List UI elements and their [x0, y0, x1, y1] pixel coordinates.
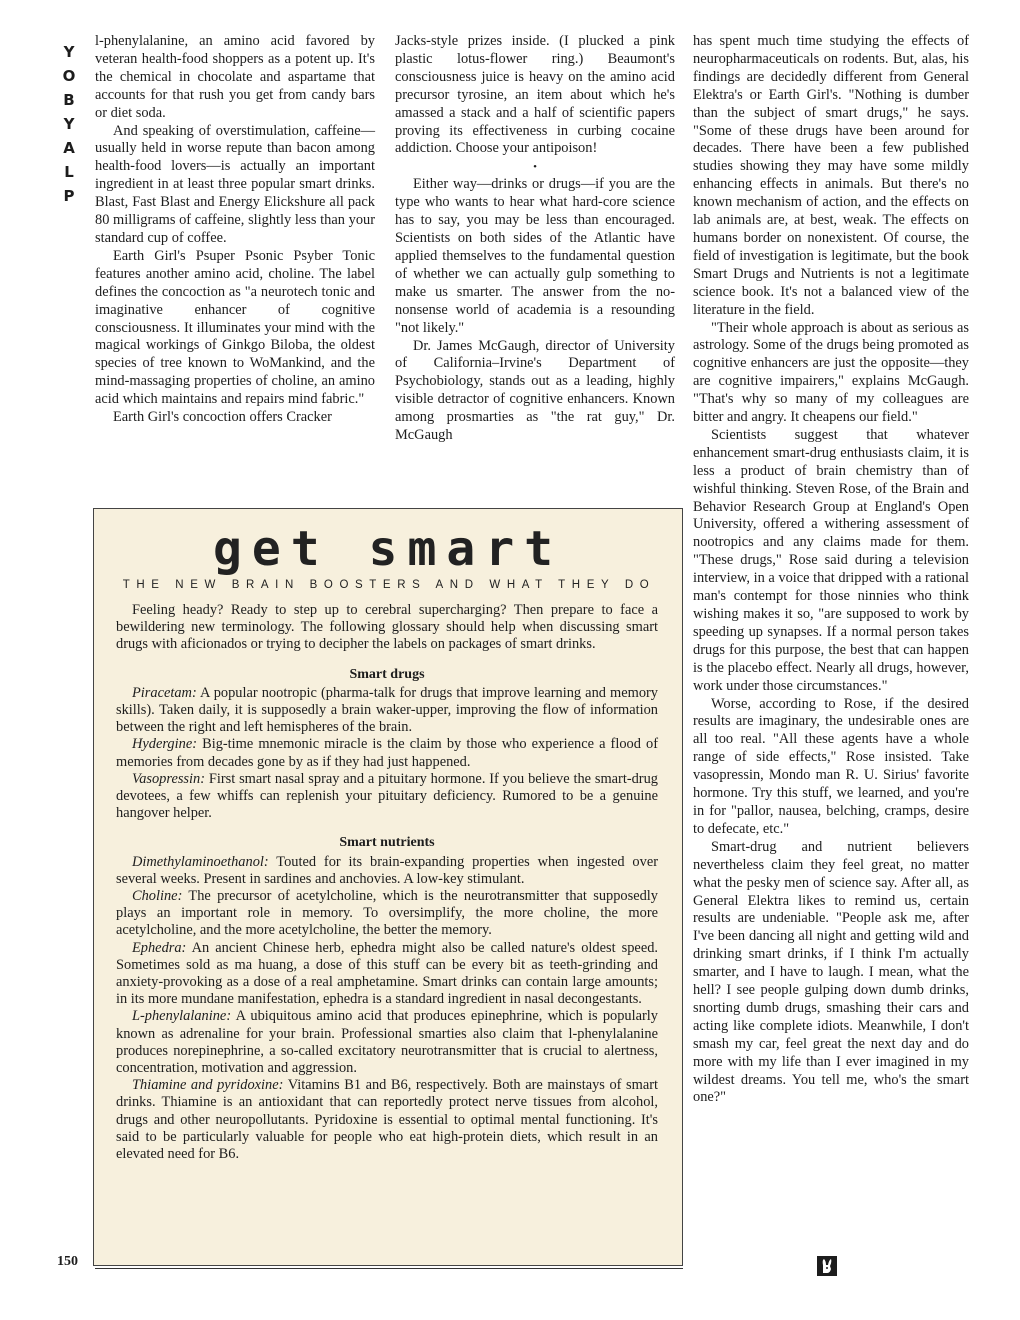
logo-letter: B	[63, 91, 75, 109]
sidebar-subtitle: THE NEW BRAIN BOOSTERS AND WHAT THEY DO	[122, 579, 656, 591]
glossary-definition: Big-time mnemonic miracle is the claim by those who experience a flood of memories from decades gone by as if they had just happened.	[116, 736, 658, 770]
glossary-entry	[116, 1077, 658, 1163]
logo-letter: L	[64, 163, 74, 181]
glossary-definition: An ancient Chinese herb, ephedra might also be called nature's oldest speed. Sometimes sold as ma huang, a dose of this stuff can be every bit as teeth-grinding and anxiety-provoking as a dose of a real amphetamine. Smart drinks can contain large amounts; in its more mundane manifestation, ephedra is a standard ingredient in nasal decongestants.	[116, 939, 658, 1008]
paragraph: Either way—drinks or drugs—if you are the type who wants to hear what hard-core science has to say, you may be less than encouraged. Scientists on both sides of the Atlantic have applied themselves to the fundamental question of whether we can actually gulp something to make us smarter. The answer from the no-nonsense world of academia is a resounding "not likely."	[395, 176, 675, 336]
paragraph: "Their whole approach is about as serious as astrology. Some of the drugs being promoted as cognitive enhancers are just the opposite—they are cognitive impairers," explains McGaugh. "That's why so many of my colleagues are bitter and angry. It cheapens our field."	[693, 319, 969, 426]
sidebar-intro: Feeling heady? Ready to step up to cerebral supercharging? Then prepare to face a bewildering new terminology. The following glossary should help when discussing smart drugs with aficionados or trying to decipher the labels on packages of smart drinks.	[116, 602, 658, 653]
logo-letter: P	[63, 187, 75, 205]
paragraph: has spent much time studying the effects of neuropharmaceuticals on rodents. But, alas, his findings are decidedly different from General Elektra's or Earth Girl's. "Nothing is dumber than the subject of smart drugs," he says. "Some of these drugs have been around for decades. There have been a few published studies showing they may have some mildly enhancing effects in animals. But there's no known mechanism of action, and the effects on lab animals are, at best, weak. The effects on humans border on nonexistent. Of course, the field of investigation is legitimate, but the book Smart Drugs and Nutrients is not a legitimate science book. It's not a balanced view of the literature in the field.	[693, 33, 969, 318]
page-number: 150	[57, 1254, 78, 1269]
glossary-definition: First smart nasal spray and a pituitary hormone. If you believe the smart-drug devotees, a few whiffs can replenish your pituitary deficiency. Rumored to be a genuine hangover helper.	[116, 770, 658, 822]
glossary-definition: The precursor of acetylcholine, which is the neurotransmitter that supposedly plays an important role in memory. To oversimplify, the more choline, the more acetylcholine, and the more acetylcholine, the better the memory.	[116, 888, 658, 939]
paragraph: And speaking of overstimulation, caffeine—usually held in worse repute than bacon among health-food lovers—is actually an important ingredient in at least three popular smart drinks. Blast, Fast Blast and Energy Elickshure all pack 80 milligrams of caffeine, slightly less than your standard cup of coffee.	[95, 122, 375, 246]
vertical-magazine-logo	[58, 40, 80, 208]
sidebar-title: get smart	[212, 521, 564, 577]
article-column-2	[395, 33, 675, 445]
glossary-term: Piracetam:	[132, 684, 197, 701]
smart-nutrients-heading: Smart nutrients	[339, 835, 435, 851]
glossary-term: L-phenylalanine:	[132, 1008, 232, 1025]
paragraph: l-phenylalanine, an amino acid favored by veteran health-food shoppers as a potent up. It's the chemical in chocolate and aspartame that accounts for that rush you get from candy bars or diet soda.	[95, 33, 375, 121]
glossary-term: Hydergine:	[132, 736, 197, 753]
glossary-term: Dimethylaminoethanol:	[132, 853, 269, 870]
glossary-definition: Touted for its brain-expanding properties when ingested over several weeks. Present in sardines and anchovies. A low-key stimulant.	[116, 853, 658, 887]
glossary-definition: A popular nootropic (pharma-talk for drugs that improve learning and memory skills). Taken daily, it is supposedly a brain waker-upper, improving the flow of information between the right and left hemispheres of the brain.	[116, 684, 658, 736]
logo-letter: A	[63, 139, 75, 157]
glossary-term: Choline:	[132, 888, 183, 905]
article-column-3	[693, 33, 969, 1107]
glossary-entry	[116, 1008, 658, 1077]
glossary-entry	[116, 685, 658, 737]
paragraph: Smart-drug and nutrient believers nevertheless claim they feel great, no matter what the pesky men of science say. After all, as General Elektra likes to remind us, certain results are undeniable. "People ask me, after I've been dancing all night and getting wild and drinking smart drinks, if I think I'm actually smarter, and I have to laugh. I mean, what the hell? I see people gulping down dumb drinks, snorting dumb drugs, smashing their cars and acting like complete idiots. Meanwhile, I don't smash my car, feel great the next day and do more with my life than I ever imagined in my wildest dreams. You tell me, who's the smart one?"	[693, 838, 969, 1106]
glossary-term: Thiamine and pyridoxine:	[132, 1077, 284, 1094]
rabbit-head-end-mark-icon	[817, 1256, 837, 1276]
section-break-bullet: •	[533, 161, 537, 174]
paragraph: Worse, according to Rose, if the desired results are imaginary, the undesirable ones are all too real. "All these agents have a whole range of side effects," Rose insisted. Take vasopressin, Mondo man R. U. Sirius' favorite hormone. Try this stuff, we learned, and you're in for "pallor, nausea, belching, cramps, desire to defecate, etc."	[693, 695, 969, 837]
glossary-entry	[116, 771, 658, 823]
glossary-entry	[116, 854, 658, 888]
get-smart-sidebar	[93, 508, 683, 1266]
glossary-term: Vasopressin:	[132, 770, 206, 787]
smart-drugs-heading: Smart drugs	[349, 666, 425, 682]
glossary-entry	[116, 940, 658, 1009]
logo-letter: Y	[63, 115, 75, 133]
glossary-entry	[116, 888, 658, 940]
glossary-definition: Vitamins B1 and B6, respectively. Both are mainstays of smart drinks. Thiamine is an antioxidant that can reportedly protect nerve tissues from alcohol, drugs and other neuropollutants. Pyridoxine is essential to optimal mental functioning. It's said to be particularly valuable for people who eat high-protein diets, which result in an elevated need for B6.	[116, 1077, 658, 1163]
article-column-1	[95, 33, 375, 427]
paragraph: Dr. James McGaugh, director of University of California–Irvine's Department of Psychobiology, stands out as a leading, highly visible detractor of cognitive enhancers. Known among prosmarties as "the rat guy," Dr. McGaugh	[395, 337, 675, 444]
paragraph: Earth Girl's Psuper Psonic Psyber Tonic features another amino acid, choline. The label defines the concoction as "a neurotech tonic and imaginative enhancer of cognitive consciousness. It illuminates your mind with the magical workings of Ginkgo Biloba, the oldest species of tree known to WoMankind, and the mind-massaging properties of choline, an amino acid which maintains and repairs mind fabric."	[95, 247, 375, 408]
logo-letter: Y	[63, 43, 75, 61]
paragraph: Scientists suggest that whatever enhancement smart-drug enthusiasts claim, it is less a product of brain chemistry than of wishful thinking. Steven Rose, of the Brain and Behavior Research Group at England's Open University, offered a withering assessment of nootropics and any claims made for them. "These drugs," Rose said during a television interview, in a voice that dripped with a rational man's contempt for those ninnies who think wishing makes it so, "are supposed to work by speeding up synapses. If a normal person takes drugs for this purpose, the best that can happen is the placebo effect. Nearly all drugs, however, work under those circumstances."	[693, 426, 969, 694]
glossary-definition: A ubiquitous amino acid that produces epinephrine, which is popularly known as adrenaline for your brain. Professional smarties also claim that l-phenylalanine produces norepinephrine, a so-called excitatory neurotransmitter that is crucial to alertness, concentration, motivation and aggression.	[116, 1008, 658, 1077]
glossary-term: Ephedra:	[132, 939, 187, 956]
page-rule	[95, 1268, 683, 1269]
paragraph: Jacks-style prizes inside. (I plucked a pink plastic lotus-flower ring.) Beaumont's consciousness juice is heavy on the amino acid precursor tyrosine, an item about which he's amassed a stack and a half of scientific papers proving its effectiveness in curbing cocaine addiction. Choose your antipoison!	[395, 33, 675, 157]
glossary-entry	[116, 736, 658, 770]
sidebar-body	[116, 602, 658, 1163]
logo-letter: O	[62, 67, 76, 85]
paragraph: Earth Girl's concoction offers Cracker	[113, 409, 332, 426]
